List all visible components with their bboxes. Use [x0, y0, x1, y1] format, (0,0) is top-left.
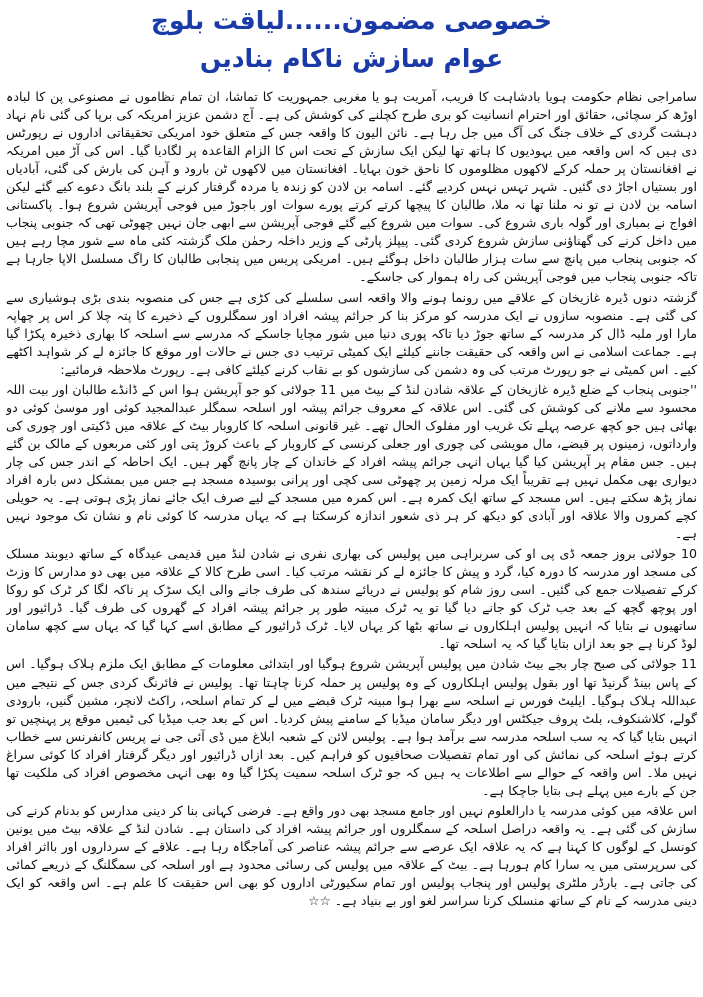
article-body	[6, 88, 697, 993]
paragraph-report-quote: ''جنوبی پنجاب کے ضلع ڈیرہ غازیخان کے علاقہ شادن لنڈ کے بیٹ میں 11 جولائی کو جو آپریشن ہوا اس کے ڈانڈے طالبان اور بیت اللہ محسود سے ملانے کی کوشش کی گئی۔ اس علاقہ کے معروف جرائم پیشہ اور اسلحہ سمگلر عبدالمجید کوئی اور موسیٰ کوئی دو بھائی ہیں جو کچھ عرصہ پہلے تک غریب اور مفلوک الحال تھے۔ غیر قانونی اسلحہ کا کاروبار بیٹ کے علاقہ میں ڈکیتی اور چوری کی وارداتوں، زمینوں پر قبضے، مال مویشی کی چوری اور جعلی کرنسی کے کاروبار کے باعث کروڑ پتی اور کئی مربعوں کے مالک بن گئے ہیں۔ جس مقام پر آپریشن کیا گیا یہاں انہی جرائم پیشہ افراد کے خاندان کے چار پانچ گھر ہیں۔ ایک احاطہ کے اندر جس کی چار دیواری بھی مکمل نہیں ہے تقریباً ایک مرلہ زمین پر چھوٹی سی کچی اور پرانی بوسیدہ مسجد ہے جس میں بمشکل دس بارہ افراد نماز پڑھ سکتے ہیں۔ اس مسجد کے ساتھ ایک کمرہ ہے۔ اس کمرہ میں مسجد کے لیے صرف ایک جائے نماز پڑی ہوتی ہے۔ یہ حویلی کچے کمروں والا علاقہ اور آبادی کو دیکھ کر ہر ذی شعور اندازہ کرسکتا ہے کہ یہاں مدرسہ کا کوئی نام و نشان تک موجود نہیں ہے۔	[6, 381, 697, 542]
column-kicker-author: خصوصی مضمون......لیاقت بلوچ	[150, 6, 553, 35]
article-headline: عوام سازش ناکام بنادیں	[199, 44, 504, 73]
paragraph-july-10: 10 جولائی بروز جمعہ ڈی پی او کی سربراہی میں پولیس کی بھاری نفری نے شادن لنڈ میں قدیمی عیدگاہ کے ساتھ دیوبند مسلک کی مسجد اور مدرسہ کا دورہ کیا، گرد و پیش کا جائزہ لے کر نقشہ مرتب کیا۔ اسی طرح کالا کے علاقہ میں بھی دو مدارس کا وزٹ کرکے تفصیلات جمع کی گئیں۔ اسی روز شام کو پولیس نے دریائے سندھ کی طرف جانے والی ایک سڑک پر ناکہ لگا کر ٹرک کو روکا اور پوچھ گچھ کے بعد جب ٹرک کو جانے دیا گیا تو یہ ٹرک مبینہ طور پر جرائم پیشہ افراد کے گھروں کی طرف گیا۔ ڈرائیور اور ساتھیوں نے بتایا کہ انہیں پولیس اہلکاروں نے ساتھ بٹھا کر یہاں لایا۔ ٹرک ڈرائیور کے مطابق اسے کہا گیا کہ یہاں سے کچھ سامان لوڈ کرنا ہے جو بعد ازاں بتایا گیا کہ یہ اسلحہ تھا۔	[6, 546, 697, 652]
paragraph-committee: گزشتہ دنوں ڈیرہ غازیخان کے علاقے میں رونما ہونے والا واقعہ اسی سلسلے کی کڑی ہے جس کی منصوبہ بندی بڑی ہوشیاری سے کی گئی ہے۔ منصوبہ سازوں نے ایک مدرسہ کو مرکز بنا کر جرائم پیشہ افراد اور سمگلروں کے ذخیرے کا پتہ چلا کر اس پر چھاپہ مارا اور ملبہ ڈال کر مدرسہ کے ساتھ جوڑ دیا تاکہ پوری دنیا میں شور مچایا جاسکے کہ مدرسے سے اسلحہ کا بھاری ذخیرہ پکڑا گیا ہے۔ جماعت اسلامی نے اس واقعہ کی حقیقت جاننے کیلئے ایک کمیٹی ترتیب دی جس نے حالات اور موقع کا جائزہ لے کر شواہد اکٹھے کیے۔ اس کمیٹی نے جو رپورٹ مرتب کی وہ دشمن کی سازشوں کو بے نقاب کرنے کیلئے کافی ہے۔ رپورٹ ملاحظہ فرمائیے:	[6, 289, 697, 377]
paragraph-intro: سامراجی نظام حکومت ہویا بادشاہت کا فریب، آمریت ہو یا مغربی جمہوریت کا تماشا، ان تمام نظاموں نے مصنوعی پن کا لبادہ اوڑھ کر سچائی، حقائق اور احترام انسانیت کو بری طرح کچلنے کی کوشش کی ہے۔ آج دشمن عزیز امریکہ کی برپا کی گئی نام نہاد دہشت گردی کے خلاف جنگ کی آگ میں جل رہا ہے۔ نائن الیون کا واقعہ جس کے متعلق خود امریکی تحقیقاتی اداروں نے رپورٹس دی ہیں کہ اس واقعہ میں یہودیوں کا ہاتھ تھا لیکن ایک سازش کے تحت اس کا الزام القاعدہ پر لگادیا گیا۔ اس کی آڑ میں امریکہ نے افغانستان پر حملہ کرکے لاکھوں مظلوموں کا ناحق خون بہایا۔ افغانستان میں لاکھوں ٹن بارود و آہن کی بارش کی گئی، آبادیاں اور بستیاں اجاڑ دی گئیں۔ شہر تہس نہس کردیے گئے۔ اسامہ بن لادن کو زندہ یا مردہ گرفتار کرنے کے بلند بانگ دعوے کیے گئے لیکن اسامہ بن لادن نے تو نہ ملنا تھا نہ ملا، طالبان کا پیچھا کرتے کرتے پورے سوات اور باجوڑ میں فوجی آپریشن شروع ہوا۔ پاکستانی افواج نے بمباری اور گولہ باری شروع کی۔ سوات میں شروع کیے گئے فوجی آپریشن سے ابھی جان نہیں چھوٹی تھی کہ جنوبی پنجاب میں داخل کرنے کی گھناؤنی سازش شروع کردی گئی۔ پیپلز پارٹی کے وزیر داخلہ رحمٰن ملک گزشتہ کئی ماہ سے شور مچا رہے ہیں کہ جنوبی پنجاب میں پانچ سے سات ہزار طالبان داخل ہوگئے ہیں۔ امریکی پریس میں پنجابی طالبان کا راگ مسلسل الاپا جارہا ہے تاکہ جنوبی پنجاب میں فوجی آپریشن کی راہ ہموار کی جاسکے۔	[6, 89, 697, 285]
paragraph-conclusion: اس علاقہ میں کوئی مدرسہ یا دارالعلوم نہیں اور جامع مسجد بھی دور واقع ہے۔ فرضی کہانی بنا کر دینی مدارس کو بدنام کرنے کی سازش کی گئی ہے۔ یہ واقعہ دراصل اسلحہ کے سمگلروں اور جرائم پیشہ افراد کی داستان ہے۔ شادن لنڈ کے علاقہ بیٹ میں یونین کونسل کے لوگوں کا کہنا ہے کہ یہ علاقہ ایک عرصے سے جرائم پیشہ عناصر کی آماجگاہ رہا ہے۔ علاقے کے سرداروں اور بااثر افراد کی سرپرستی میں یہ سارا کام ہورہا ہے۔ بیٹ کے علاقہ میں پولیس کی رسائی محدود ہے اور اسلحہ کی سمگلنگ کے ذریعے کمائی کی جاتی ہے۔ بارڈر ملٹری پولیس اور پنجاب پولیس اور تمام سکیورٹی اداروں کو بھی اس حقیقت کا علم ہے۔ اس واقعہ کو ایک دینی مدرسہ کے نام کے ساتھ منسلک کرنا سراسر لغو اور بے بنیاد ہے۔ ☆☆	[6, 802, 697, 909]
paragraph-july-11: 11 جولائی کی صبح چار بجے بیٹ شادن میں پولیس آپریشن شروع ہوگیا اور ابتدائی معلومات کے مطابق ایک ملزم ہلاک ہوگیا۔ اس کے پاس بینڈ گرنیڈ تھا اور بقول پولیس اہلکاروں کے وہ پولیس پر حملہ کرنا چاہتا تھا۔ پولیس نے فائرنگ کردی جس کے نتیجے میں عبداللہ ہلاک ہوگیا۔ ایلیٹ فورس نے اسلحہ سے بھرا ہوا مبینہ ٹرک قبضے میں لے کر تمام اسلحہ، راکٹ لانچر، مشین گنیں، بارودی گولے، کلاشنکوف، بلٹ پروف جیکٹس اور دیگر سامان میڈیا کے سامنے پیش کردیا۔ اس کے بعد جب میڈیا کی ٹیمیں موقع پر پہنچیں تو انہیں بتایا گیا کہ یہ سب اسلحہ مدرسہ سے برآمد ہوا ہے۔ پولیس لائن کے شعبہ ابلاغ میں ڈی آئی جی نے پریس کانفرنس سے خطاب کرتے ہوئے اسلحہ کی نمائش کی اور تمام تفصیلات صحافیوں کو فراہم کیں۔ بعد ازاں ڈرائیور اور دیگر گرفتار افراد کا کوئی سراغ نہیں ملا۔ اس واقعہ کے حوالے سے اطلاعات یہ ہیں کہ جو ٹرک اسلحہ سمیت پکڑا گیا وہ بھی انہی مخصوص افراد کی ملکیت تھا جن کے بارے میں پہلے ہی بتایا جاچکا ہے۔	[6, 656, 697, 798]
